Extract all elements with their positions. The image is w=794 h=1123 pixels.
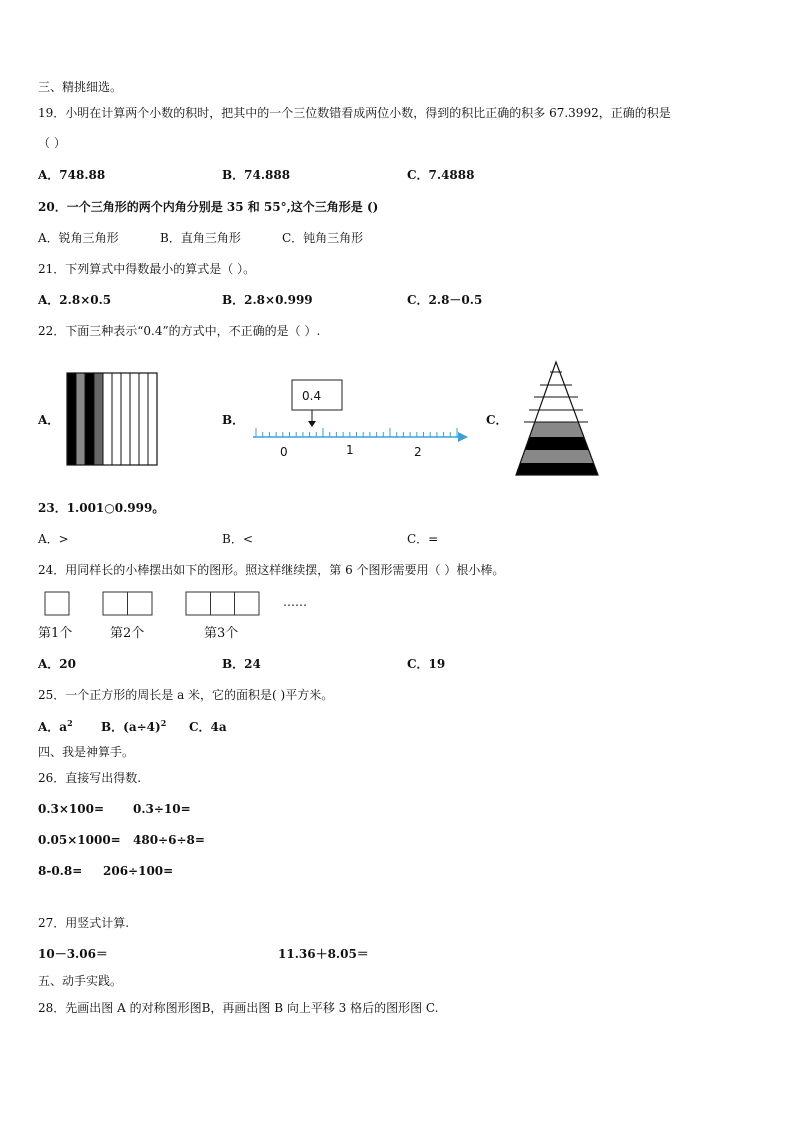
q19-option-a[interactable]: A．748.88 — [38, 168, 106, 182]
q24-option-b[interactable]: B．24 — [222, 657, 261, 671]
question-26-text: 26．直接写出得数. — [38, 771, 142, 785]
tri-band-3 — [512, 450, 602, 463]
q22-option-c[interactable]: C． — [486, 413, 508, 427]
question-19-text: 19．小明在计算两个小数的积时，把其中的一个三位数错看成两位小数，得到的积比正确的积多 67.3992，正确的积是 — [38, 106, 671, 120]
q24-ellipsis: …… — [283, 595, 307, 609]
question-27-text: 27．用竖式计算. — [38, 916, 130, 930]
q27-expr-1: 10－3.06＝ — [38, 947, 108, 961]
tri-band-4 — [512, 463, 602, 475]
grid-strip — [67, 373, 76, 465]
number-line-arrowhead — [458, 432, 468, 442]
q20-option-b[interactable]: B．直角三角形 — [160, 231, 241, 245]
q26-expr-6: 206÷100= — [103, 864, 174, 878]
value-box-label: 0.4 — [302, 389, 322, 403]
q21-option-a[interactable]: A．2.8×0.5 — [38, 293, 112, 307]
grid-strip — [94, 373, 103, 465]
question-19-paren: （ ） — [38, 136, 66, 150]
q19-option-b[interactable]: B．74.888 — [222, 168, 291, 182]
question-22-text: 22．下面三种表示“0.4”的方式中，不正确的是（ ）. — [38, 324, 321, 338]
q25-option-c[interactable]: C．4a — [189, 720, 227, 734]
q26-expr-3: 0.05×1000= — [38, 833, 121, 847]
section-title-5: 五、动手实践。 — [38, 974, 123, 988]
question-21-text: 21．下列算式中得数最小的算式是（ ）。 — [38, 262, 256, 276]
q22-grid-figure — [66, 372, 158, 466]
tick-label-2: 2 — [414, 445, 422, 459]
section-title-3: 三、精挑细选。 — [38, 80, 123, 94]
q23-option-c[interactable]: C．= — [407, 532, 439, 546]
q26-expr-5: 8-0.8= — [38, 864, 83, 878]
pointer-arrow-head — [308, 421, 316, 427]
question-28-text: 28．先画出图 A 的对称图形图B，再画出图 B 向上平移 3 格后的图形图 C. — [38, 1001, 439, 1015]
q25-option-b[interactable]: B．$(a\div 4)^2$ — [101, 718, 167, 734]
q22-number-line-figure — [250, 378, 470, 462]
q24-label-1: 第1个 — [38, 626, 73, 641]
q24-option-c[interactable]: C．19 — [407, 657, 446, 671]
grid-strip — [130, 373, 139, 465]
q23-option-a[interactable]: A．> — [38, 532, 69, 546]
q21-option-b[interactable]: B．2.8×0.999 — [222, 293, 313, 307]
q22-option-a[interactable]: A． — [38, 413, 60, 427]
q19-option-c[interactable]: C．7.4888 — [407, 168, 475, 182]
question-20-text: 20．一个三角形的两个内角分别是 35 和 55°,这个三角形是 () — [38, 200, 379, 214]
tri-band-1 — [512, 422, 602, 437]
grid-strip — [121, 373, 130, 465]
tick-label-1: 1 — [346, 443, 354, 457]
q23-option-b[interactable]: B．< — [222, 532, 253, 546]
q26-expr-1: 0.3×100= — [38, 802, 105, 816]
figure-1-square — [45, 592, 69, 615]
figure-2-squares — [103, 592, 152, 615]
grid-strip — [148, 373, 157, 465]
q27-expr-2: 11.36＋8.05＝ — [278, 947, 369, 961]
number-line-ticks — [256, 428, 457, 437]
grid-strip — [85, 373, 94, 465]
tick-label-0: 0 — [280, 445, 288, 459]
section-title-4: 四、我是神算手。 — [38, 745, 135, 759]
q24-stick-figures — [44, 590, 274, 618]
q26-expr-4: 480÷6÷8= — [133, 833, 205, 847]
figure-3-squares — [186, 592, 259, 615]
q24-label-2: 第2个 — [110, 626, 145, 641]
q26-expr-2: 0.3÷10= — [133, 802, 191, 816]
q22-option-b[interactable]: B． — [222, 413, 245, 427]
q21-option-c[interactable]: C．2.8－0.5 — [407, 293, 483, 307]
grid-strip — [103, 373, 112, 465]
grid-strip — [112, 373, 121, 465]
q24-option-a[interactable]: A．20 — [38, 657, 77, 671]
grid-strip — [76, 373, 85, 465]
q20-option-a[interactable]: A．锐角三角形 — [38, 231, 119, 245]
q20-option-c[interactable]: C．钝角三角形 — [282, 231, 364, 245]
grid-strip — [139, 373, 148, 465]
question-25-text: 25．一个正方形的周长是 a 米，它的面积是( )平方米。 — [38, 688, 334, 702]
q22-triangle-figure — [512, 360, 602, 478]
q25-option-a[interactable]: A．$a^2$ — [38, 718, 73, 734]
question-23-text: 23．1.001○0.999。 — [38, 501, 165, 515]
question-24-text: 24．用同样长的小棒摆出如下的图形。照这样继续摆，第 6 个图形需要用（ ）根小棒。 — [38, 563, 505, 577]
q24-label-3: 第3个 — [204, 626, 239, 641]
